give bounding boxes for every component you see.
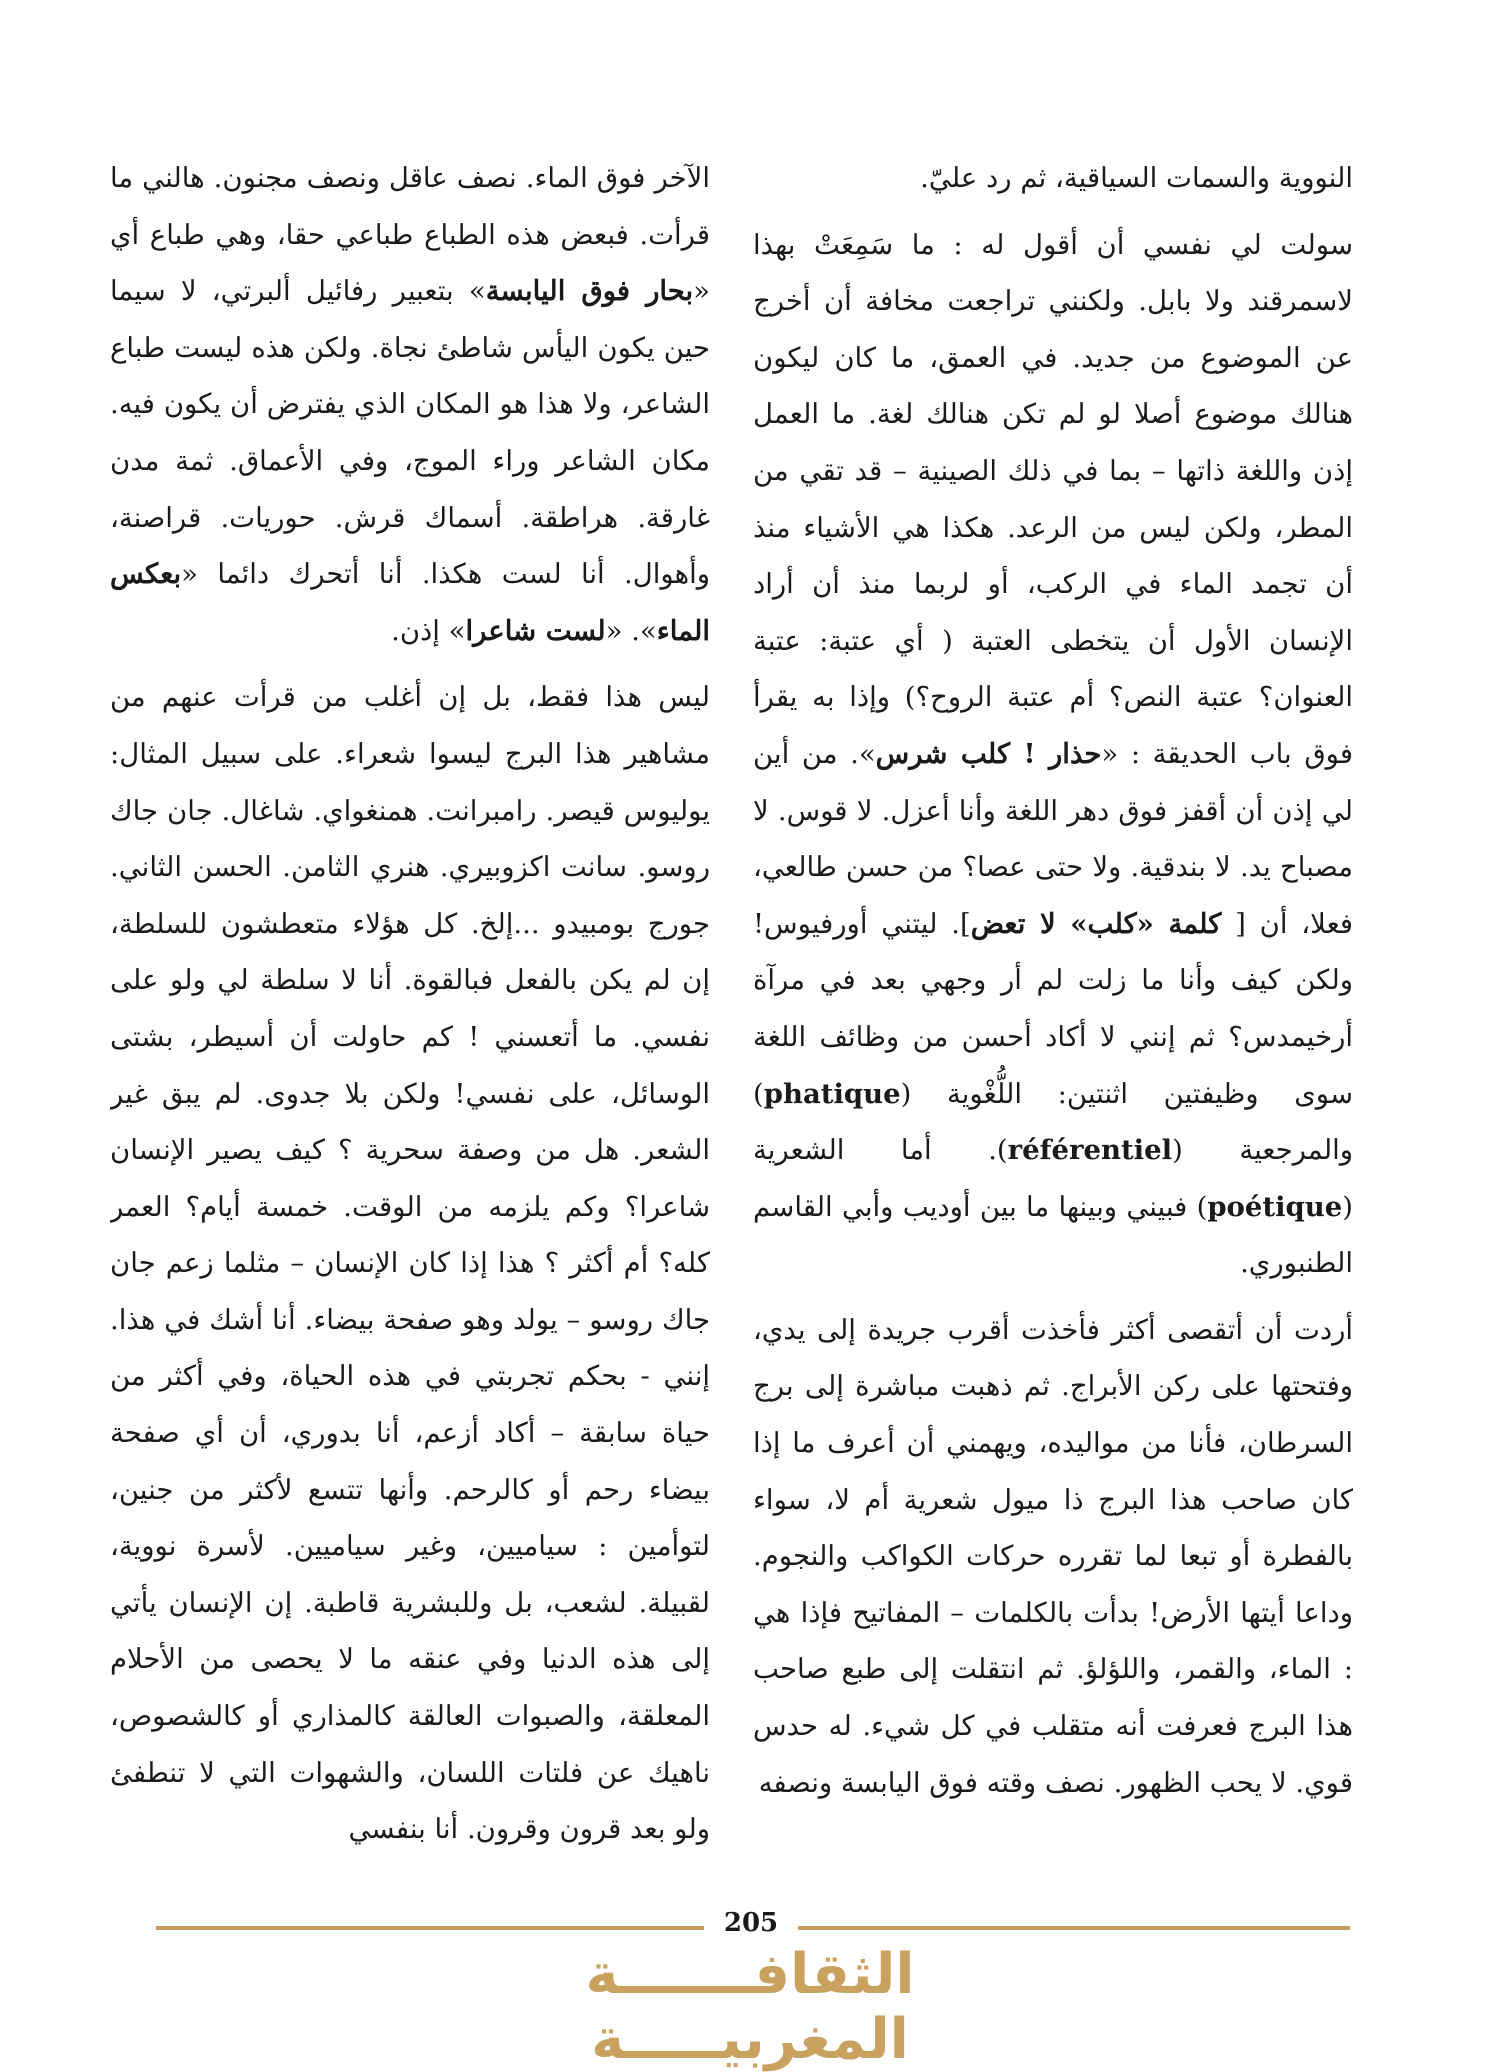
bold-phrase: بعكس الماء bbox=[110, 558, 710, 647]
footer-rule-left bbox=[156, 1926, 704, 1930]
bold-term: phatique bbox=[763, 1077, 901, 1110]
left-column bbox=[110, 150, 710, 1890]
bold-phrase: لست شاعرا bbox=[465, 614, 606, 647]
text-segment: ». « bbox=[605, 614, 657, 647]
text-segment: أردت أن أتقصى أكثر فأخذت أقرب جريدة إلى يدي، وفتحتها على ركن الأبراج. ثم ذهبت مباشرة إلى برج السرطان، فأنا من مواليده، ويهمني أن أعرف ما إذا كان صاحب هذا البرج ذا ميول شعرية أم لا، سواء بالفطرة أو تبعا لما تقرره حركات الكواكب والنجوم. وداعا أيتها الأرض! بدأت بالكلمات – المفاتيح فإذا هي : الماء، والقمر، واللؤلؤ. ثم انتقلت إلى طبع صاحب هذا البرج فعرفت أنه متقلب في كل شيء. له حدس قوي. لا يحب الظهور. نصف وقته فوق اليابسة ونصفه bbox=[753, 1313, 1353, 1799]
bold-term: poétique bbox=[1207, 1190, 1343, 1223]
text-segment: ليس هذا فقط، بل إن أغلب من قرأت عنهم من مشاهير هذا البرج ليسوا شعراء. على سبيل المثال: يوليوس قيصر. رامبرانت. همنغواي. شاغال. جان جاك روسو. سانت اكزوبيري. هنري الثامن. الحسن الثاني. جورج بومبيدو ...إلخ. كل هؤلاء متعطشون للسلطة، إن لم يكن بالفعل فبالقوة. أنا لا سلطة لي ولو على نفسي. ما أتعسني ! كم حاولت أن أسيطر، بشتى الوسائل، على نفسي! ولكن بلا جدوى. لم يبق غير الشعر. هل من وصفة سحرية ؟ كيف يصير الإنسان شاعرا؟ وكم يلزمه من الوقت. خمسة أيام؟ العمر كله؟ أم أكثر ؟ هذا إذا كان الإنسان – مثلما زعم جان جاك روسو – يولد وهو صفحة بيضاء. أنا أشك في هذا. إنني - بحكم تجربتي في هذه الحياة، وفي أكثر من حياة سابقة – أكاد أزعم، أنا بدوري، أن أي صفحة بيضاء رحم أو كالرحم. وأنها تتسع لأكثر من جنين، لتوأمين : سياميين، وغير سياميين. لأسرة نووية، لقبيلة. لشعب، بل وللبشرية قاطبة. إن الإنسان يأتي إلى هذه الدنيا وفي عنقه ما لا يحصى من الأحلام المعلقة، والصبوات العالقة كالمذاري أو كالشصوص، ناهيك عن فلتات اللسان، والشهوات التي لا تنطفئ ولو بعد قرون وقرون. أنا بنفسي bbox=[110, 681, 710, 1846]
bold-phrase: حذار ! كلب شرس bbox=[875, 737, 1102, 770]
text-segment: ». من أين لي إذن أن أقفز فوق دهر اللغة وأنا أعزل. لا قوس. لا مصباح يد. لا بندقية. ولا حتى عصا؟ من حسن طالعي، فعلا، أن [ bbox=[753, 737, 1353, 940]
paragraph-right-2 bbox=[753, 217, 1353, 1292]
text-segment: النووية والسمات السياقية، ثم رد عليّ. bbox=[920, 162, 1353, 194]
footer-rule-right bbox=[798, 1926, 1350, 1930]
paragraph-left-1 bbox=[110, 150, 710, 659]
bold-phrase: بحار فوق اليابسة bbox=[485, 275, 694, 308]
text-segment: ]. ليتني أورفيوس! ولكن كيف وأنا ما زلت لم أر وجهي بعد في مرآة أرخيمدس؟ ثم إنني لا أكاد أحسن من وظائف اللغة سوى وظيفتين اثنتين: اللُّغْوية ( bbox=[753, 907, 1353, 1110]
text-segment: الآخر فوق الماء. نصف عاقل ونصف مجنون. هالني ما قرأت. فبعض هذه الطباع طباعي حقا، وهي طباع أي « bbox=[110, 162, 710, 308]
text-segment: » بتعبير رفائيل ألبرتي، لا سيما حين يكون اليأس شاطئ نجاة. ولكن هذه ليست طباع الشاعر، ولا هذا هو المكان الذي يفترض أن يكون فيه. مكان الشاعر وراء الموج، وفي الأعماق. ثمة مدن غارقة. هراطقة. أسماك قرش. حوريات. قراصنة، وأهوال. أنا لست هكذا. أنا أتحرك دائما « bbox=[110, 275, 710, 591]
paragraph-left-2 bbox=[110, 669, 710, 1857]
text-segment: ) فبيني وبينها ما بين أوديب وأبي القاسم الطنبوري. bbox=[753, 1190, 1353, 1280]
magazine-title: الثقافـــــــة المغربيـــــة bbox=[585, 1942, 915, 2072]
text-segment: ). أما الشعرية ( bbox=[753, 1134, 1353, 1223]
text-segment: » إذن. bbox=[391, 614, 466, 647]
bold-phrase: كلمة «كلب» لا تعض bbox=[970, 907, 1222, 940]
paragraph-right-3 bbox=[753, 1302, 1353, 1811]
page-number: 205 bbox=[723, 1908, 779, 1938]
text-segment: سولت لي نفسي أن أقول له : ما سَمِعَتْ بهذا لاسمرقند ولا بابل. ولكنني تراجعت مخافة أن أخرج عن الموضوع من جديد. في العمق، ما كان ليكون هنالك موضوع أصلا لو لم تكن هنالك لغة. ما العمل إذن واللغة ذاتها – بما في ذلك الصينية – قد تقي من المطر، ولكن ليس من الرعد. هكذا هي الأشياء منذ أن تجمد الماء في الركب، أو لربما منذ أن أراد الإنسان الأول أن يتخطى العتبة ( أي عتبة: عتبة العنوان؟ عتبة النص؟ أم عتبة الروح؟) وإذا به يقرأ فوق باب الحديقة : « bbox=[753, 228, 1353, 770]
bold-term: référentiel bbox=[1007, 1134, 1173, 1167]
paragraph-right-1 bbox=[753, 150, 1353, 207]
text-segment: ) والمرجعية ( bbox=[753, 1077, 1353, 1167]
right-column bbox=[753, 150, 1353, 1890]
